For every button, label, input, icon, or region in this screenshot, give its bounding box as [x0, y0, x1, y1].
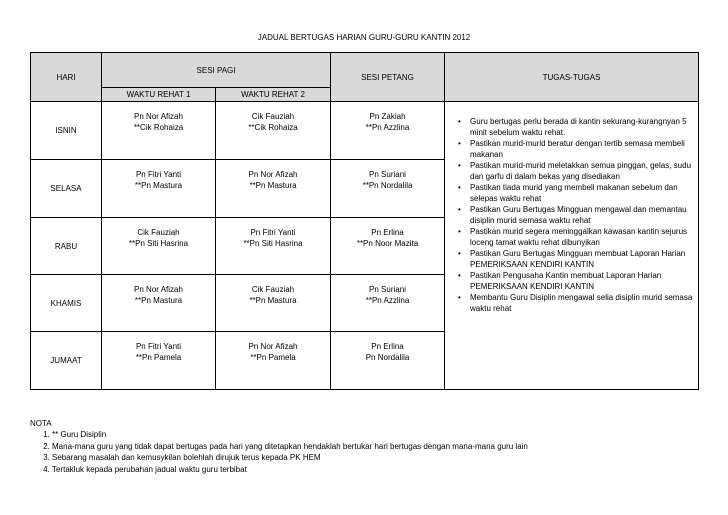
- petang-cell: Pn Zakiah **Pn Azzlina: [331, 102, 445, 160]
- petang-cell: Pn Erlina **Pn Noor Mazita: [331, 218, 445, 275]
- petang-cell: Pn Suriani **Pn Nordalila: [331, 160, 445, 218]
- notes-section: [30, 418, 528, 475]
- task-item: • Guru bertugas perlu berada di kantin sekurang-kurangnyan 5 minit sebelum waktu rehat.: [458, 116, 694, 138]
- rehat2-cell: Pn Nor Afizah **Pn Mastura: [216, 160, 331, 218]
- task-item: • Pastikan murid segera meninggalkan kawasan kantin sejurus loceng tamat waktu rehat dibunyikan: [458, 226, 694, 248]
- task-item: • Pastikan murid-murid meletakkan semua pinggan, gelas, sudu dan garfu di dalam bekas yang disediakan: [458, 160, 694, 182]
- rehat1-cell: Cik Fauziah **Pn Siti Hasrina: [102, 218, 216, 275]
- day-cell: SELASA: [31, 160, 102, 218]
- day-cell: ISNIN: [31, 102, 102, 160]
- notes-list: [30, 429, 528, 475]
- note-item: 4. Tertakluk kepada perubahan jadual waktu guru terbibat: [52, 464, 528, 475]
- note-item: 3. Sebarang masalah dan kemusykilan bolehlah dirujuk terus kepada PK HEM: [52, 452, 528, 463]
- note-item: 1. ** Guru Disiplin: [52, 429, 528, 440]
- rehat1-cell: Pn Fitri Yanti **Pn Mastura: [102, 160, 216, 218]
- note-item: 2. Mana-mana guru yang tidak dapat bertugas pada hari yang ditetapkan hendaklah bertukar hari bertugas dengan mana-mana guru lain: [52, 441, 528, 452]
- task-item: • Pastikan tiada murid yang membeli makanan sebelum dan selepas waktu rehat: [458, 182, 694, 204]
- schedule-table: [30, 52, 699, 390]
- rehat2-cell: Pn Nor Afizah **Pn Pamela: [216, 332, 331, 390]
- rehat1-cell: Pn Fitri Yanti **Pn Pamela: [102, 332, 216, 390]
- day-cell: KHAMIS: [31, 275, 102, 332]
- petang-cell: Pn Erlina Pn Nordalila: [331, 332, 445, 390]
- tasks-cell: [445, 102, 699, 390]
- rehat1-cell: Pn Nor Afizah **Pn Mastura: [102, 275, 216, 332]
- task-item: • Pastikan Guru Bertugas Mingguan mengawal dan memantau disiplin murid semasa waktu rehat: [458, 204, 694, 226]
- task-item: • Pastikan Guru Bertugas Mingguan membuat Laporan Harian PEMERIKSAAN KENDIRI KANTIN: [458, 248, 694, 270]
- header-waktu-rehat-2: WAKTU REHAT 2: [216, 88, 331, 102]
- notes-label: NOTA: [30, 419, 52, 428]
- rehat2-cell: Pn Fitri Yanti **Pn Siti Hasrina: [216, 218, 331, 275]
- rehat2-cell: Cik Fauziah **Cik Rohaiza: [216, 102, 331, 160]
- rehat2-cell: Cik Fauziah **Pn Mastura: [216, 275, 331, 332]
- page-title: JADUAL BERTUGAS HARIAN GURU-GURU KANTIN 2012: [257, 33, 471, 42]
- rehat1-cell: Pn Nor Afizah **Cik Rohaiza: [102, 102, 216, 160]
- header-tugas: TUGAS-TUGAS: [445, 53, 699, 102]
- header-waktu-rehat-1: WAKTU REHAT 1: [102, 88, 216, 102]
- tasks-list: [445, 102, 698, 314]
- day-cell: RABU: [31, 218, 102, 275]
- header-hari: HARI: [31, 53, 102, 102]
- petang-cell: Pn Suriani **Pn Azzlina: [331, 275, 445, 332]
- task-item: • Membantu Guru Disiplin mengawal selia disiplin murid semasa waktu rehat: [458, 292, 694, 314]
- day-cell: JUMAAT: [31, 332, 102, 390]
- header-sesi-pagi: SESI PAGI: [102, 53, 331, 88]
- task-item: • Pastikan murid-murid beratur dengan tertib semasa membeli makanan: [458, 138, 694, 160]
- task-item: • Pastikan Pengusaha Kantin membuat Laporan Harian PEMERIKSAAN KENDIRI KANTIN: [458, 270, 694, 292]
- table-row: [31, 102, 699, 160]
- header-sesi-petang: SESI PETANG: [331, 53, 445, 102]
